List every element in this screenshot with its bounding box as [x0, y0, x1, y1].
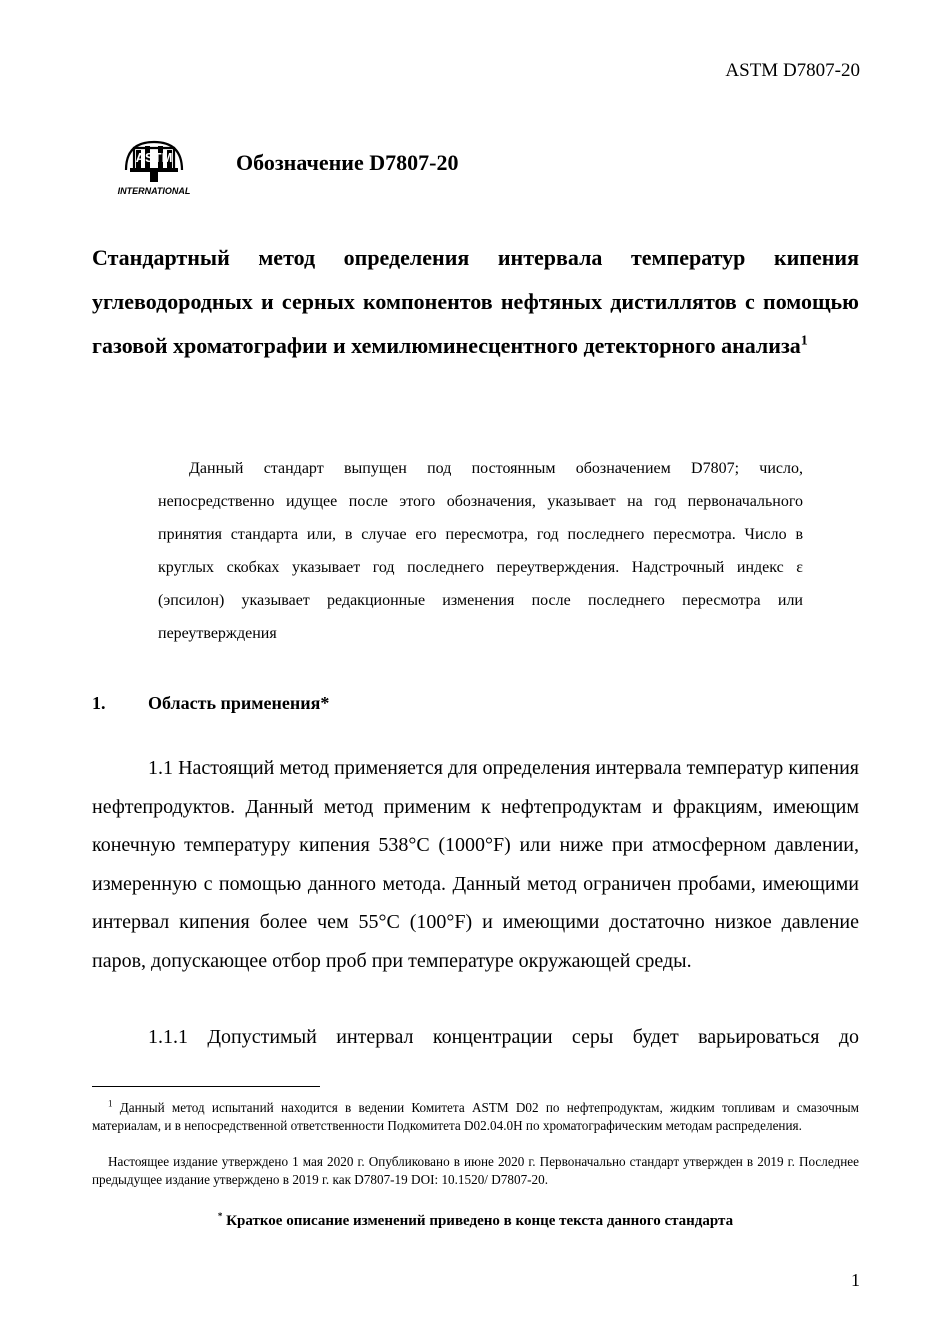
logo-wordmark: ASTM: [135, 150, 173, 165]
logo-subtitle: INTERNATIONAL: [117, 186, 191, 196]
footnote-1: [92, 1099, 859, 1134]
document-code-header: ASTM D7807-20: [725, 60, 860, 81]
astm-logo: [112, 130, 196, 198]
footnote-divider: [92, 1086, 320, 1087]
page-number: 1: [851, 1270, 860, 1290]
footnote-1-mark: 1: [108, 1098, 113, 1109]
footnote-edition: Настоящее издание утверждено 1 мая 2020 г. Опубликовано в июне 2020 г. Первоначально стандарт утвержден в 2019 г. Последнее предыдущее издание утверждено в 2019 г. как D7807-19 DOI: 10.1520/ D7807-20.: [92, 1154, 859, 1187]
paragraph-1-1-1: 1.1.1 Допустимый интервал концентрации серы будет варьироваться до: [148, 1026, 859, 1048]
title-footnote-mark: 1: [800, 333, 808, 349]
section-title: Область применения*: [148, 693, 330, 713]
designation-heading: Обозначение D7807-20: [236, 150, 459, 175]
title-text: Стандартный метод определения интервала температур кипения углеводородных и серных компонентов нефтяных дистиллятов с помощью газовой хроматографии и хемилюминесцентного детекторного анализа: [92, 245, 859, 358]
document-title: [92, 236, 859, 368]
footnote-1-text: Данный метод испытаний находится в ведении Комитета ASTM D02 по нефтепродуктам, жидким топливам и смазочным материалам, и в непосредственной ответственности Подкомитета D02.04.0H по хроматографическим методам распределения.: [92, 1100, 860, 1133]
section-number: 1.: [92, 693, 106, 713]
footnote-star-mark: *: [217, 1211, 223, 1221]
preamble-text: Данный стандарт выпущен под постоянным обозначением D7807; число, непосредственно идущее после этого обозначения, указывает на год первоначального принятия стандарта или, в случае его пересмотра, год последнего пересмотра. Число в круглых скобках указывает год последнего переутверждения. Надстрочный индекс ε (эпсилон) указывает редакционные изменения после последнего пересмотра или переутверждения: [158, 460, 803, 642]
footnote-star-text: Краткое описание изменений приведено в конце текста данного стандарта: [226, 1213, 734, 1229]
footnote-star: [92, 1211, 859, 1230]
paragraph-1-1: 1.1 Настоящий метод применяется для определения интервала температур кипения нефтепродуктов. Данный метод применим к нефтепродуктам и фракциям, имеющим конечную температуру кипения 538°C (1000°F) или ниже при атмосферном давлении, измеренную с помощью данного метода. Данный метод ограничен пробами, имеющими интервал кипения более чем 55°C (100°F) и имеющими достаточно низкое давление паров, допускающее отбор проб при температуре окружающей среды.: [92, 757, 859, 972]
